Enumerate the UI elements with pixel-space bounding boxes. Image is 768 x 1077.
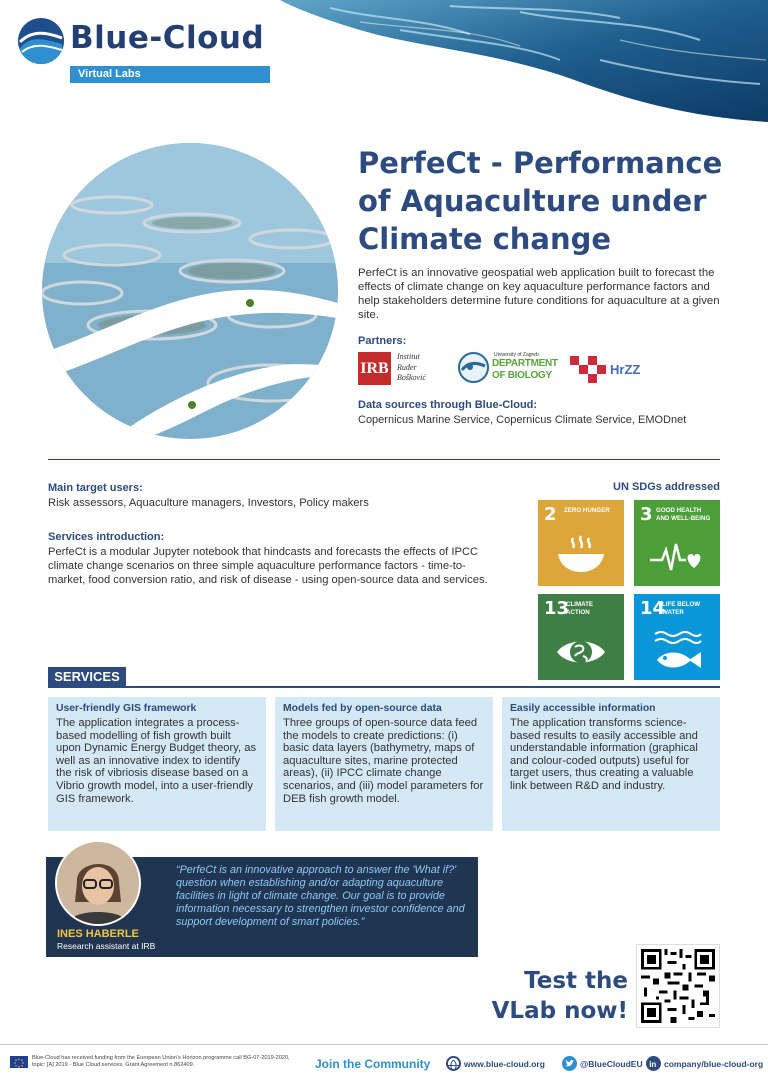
- hrzz-logo: [570, 356, 660, 384]
- services-divider: [48, 686, 720, 688]
- target-users-label: Main target users:: [48, 482, 143, 494]
- irb-logo: [358, 352, 448, 385]
- quote-author-role: Research assistant at IRB: [57, 941, 156, 951]
- eye-globe-icon: [555, 632, 607, 672]
- service-card-body: The application integrates a process-based modelling of fish growth built upon Dynamic Energy Budget theory, as well as an innovative index to identify the risk of vibriosis disease based on a Vibrio growth model, into a user-friendly GIS framework.: [56, 717, 257, 805]
- sdg-label: GOOD HEALTH AND WELL-BEING: [656, 507, 711, 522]
- service-card-title: Models fed by open-source data: [283, 703, 442, 714]
- department-of-biology-logo: [458, 352, 558, 385]
- target-users-text: Risk assessors, Aquaculture managers, Investors, Policy makers: [48, 497, 369, 509]
- service-card-body: The application transforms science-based results to easily accessible and understandable information (graphical and colour-coded outputs) useful for target users, thus creating a valuable link between R&D and industry.: [510, 717, 698, 792]
- irb-logo-text: Institut Ruđer Bošković: [397, 352, 426, 382]
- footer-divider: [0, 1044, 768, 1045]
- cta-line-2: VLab now!: [491, 998, 628, 1024]
- dob-university-text: University of Zagreb: [494, 352, 539, 358]
- section-divider: [48, 459, 720, 460]
- sdg-number: 13: [544, 598, 570, 619]
- sdgs-title: UN SDGs addressed: [613, 481, 720, 493]
- join-community-label: Join the Community: [315, 1057, 431, 1071]
- service-card: [275, 697, 493, 831]
- partner-logos: [358, 350, 738, 390]
- sdg-14-tile: [634, 594, 720, 680]
- service-card-title: Easily accessible information: [510, 703, 656, 714]
- quote-author-name: INES HABERLE: [57, 928, 139, 940]
- sdg-label: CLIMATE ACTION: [566, 601, 594, 616]
- service-card-body: Three groups of open-source data feed the models to create predictions: (i) basic data layers (bathymetry, maps of aquaculture sites, marine protected areas), (ii) IPCC climate change scenarios, and (iii) model parameters for DEB fish growth model.: [283, 717, 484, 805]
- bowl-icon: [556, 534, 606, 578]
- hrzz-checker-icon: [570, 356, 606, 384]
- partners-label: Partners:: [358, 335, 407, 347]
- service-card: [502, 697, 720, 831]
- sdg-label: ZERO HUNGER: [564, 507, 610, 514]
- data-sources-label: Data sources through Blue-Cloud:: [358, 399, 538, 411]
- hrzz-text: HrZZ: [610, 362, 641, 377]
- funding-statement: Blue-Cloud has received funding from the European Union's Horizon programme call BG-07-2019-2020, topic: [A] 2019 - Blue Cloud services, Grant Agreement n.862409.: [32, 1055, 290, 1068]
- test-vlab-cta: [470, 966, 628, 1026]
- cta-line-1: Test the: [524, 968, 628, 994]
- twitter-handle-link[interactable]: @BlueCloudEU: [580, 1059, 643, 1069]
- sdg-number: 2: [544, 504, 557, 525]
- brand-name: Blue-Cloud: [70, 20, 265, 56]
- services-intro-text: PerfeCt is a modular Jupyter notebook that hindcasts and forecasts the effects of IPCC climate change scenarios on three simple aquaculture performance factors - time-to-market, food conversion ratio, and risk of disease - using open-source data and services.: [48, 546, 488, 586]
- sdg-label: LIFE BELOW WATER: [662, 601, 701, 616]
- eu-flag-icon: [10, 1056, 28, 1068]
- wave-logo-icon: [18, 18, 64, 64]
- service-card-title: User-friendly GIS framework: [56, 703, 197, 714]
- irb-logo-mark: IRB: [358, 352, 391, 385]
- sdg-2-tile: [538, 500, 624, 586]
- service-card: [48, 697, 266, 831]
- website-link[interactable]: www.blue-cloud.org: [464, 1059, 545, 1069]
- dob-emblem-icon: [458, 352, 489, 383]
- ines-haberle-portrait: [55, 840, 141, 926]
- blue-cloud-logo: [18, 18, 274, 88]
- quote-text: “PerfeCt is an innovative approach to answer the 'What if?' question when establishing and/or adapting aquaculture facilities in light of climate change. Our goal is to provide information necessary to strengthen investor confidence and support development of smart policies.”: [176, 864, 465, 928]
- sdg-number: 14: [640, 598, 666, 619]
- sdg-13-tile: [538, 594, 624, 680]
- qr-code-icon[interactable]: [636, 944, 720, 1028]
- dob-text-line-2: OF BIOLOGY: [492, 370, 552, 381]
- page-title: PerfeCt - Performance of Aquaculture under Climate change: [358, 146, 723, 256]
- intro-text: PerfeCt is an innovative geospatial web application built to forecast the effects of climate change on key aquaculture performance factors and help stakeholders determine future conditions for aquaculture at a given site.: [358, 267, 720, 321]
- sdg-3-tile: [634, 500, 720, 586]
- globe-icon: [446, 1056, 461, 1071]
- brand-subtitle: Virtual Labs: [70, 66, 270, 83]
- services-heading: SERVICES: [48, 667, 126, 687]
- svg-text:in: in: [649, 1060, 657, 1069]
- sdg-number: 3: [640, 504, 653, 525]
- aquaculture-fish-farm-photo: [42, 143, 338, 439]
- fish-icon: [651, 628, 703, 674]
- dob-text-line-1: DEPARTMENT: [492, 358, 558, 369]
- services-intro-label: Services introduction:: [48, 531, 165, 543]
- linkedin-icon: [646, 1056, 661, 1071]
- linkedin-link[interactable]: company/blue-cloud-org: [664, 1059, 764, 1069]
- twitter-icon: [562, 1056, 577, 1071]
- heartbeat-icon: [650, 538, 702, 578]
- data-sources-value: Copernicus Marine Service, Copernicus Climate Service, EMODnet: [358, 414, 687, 426]
